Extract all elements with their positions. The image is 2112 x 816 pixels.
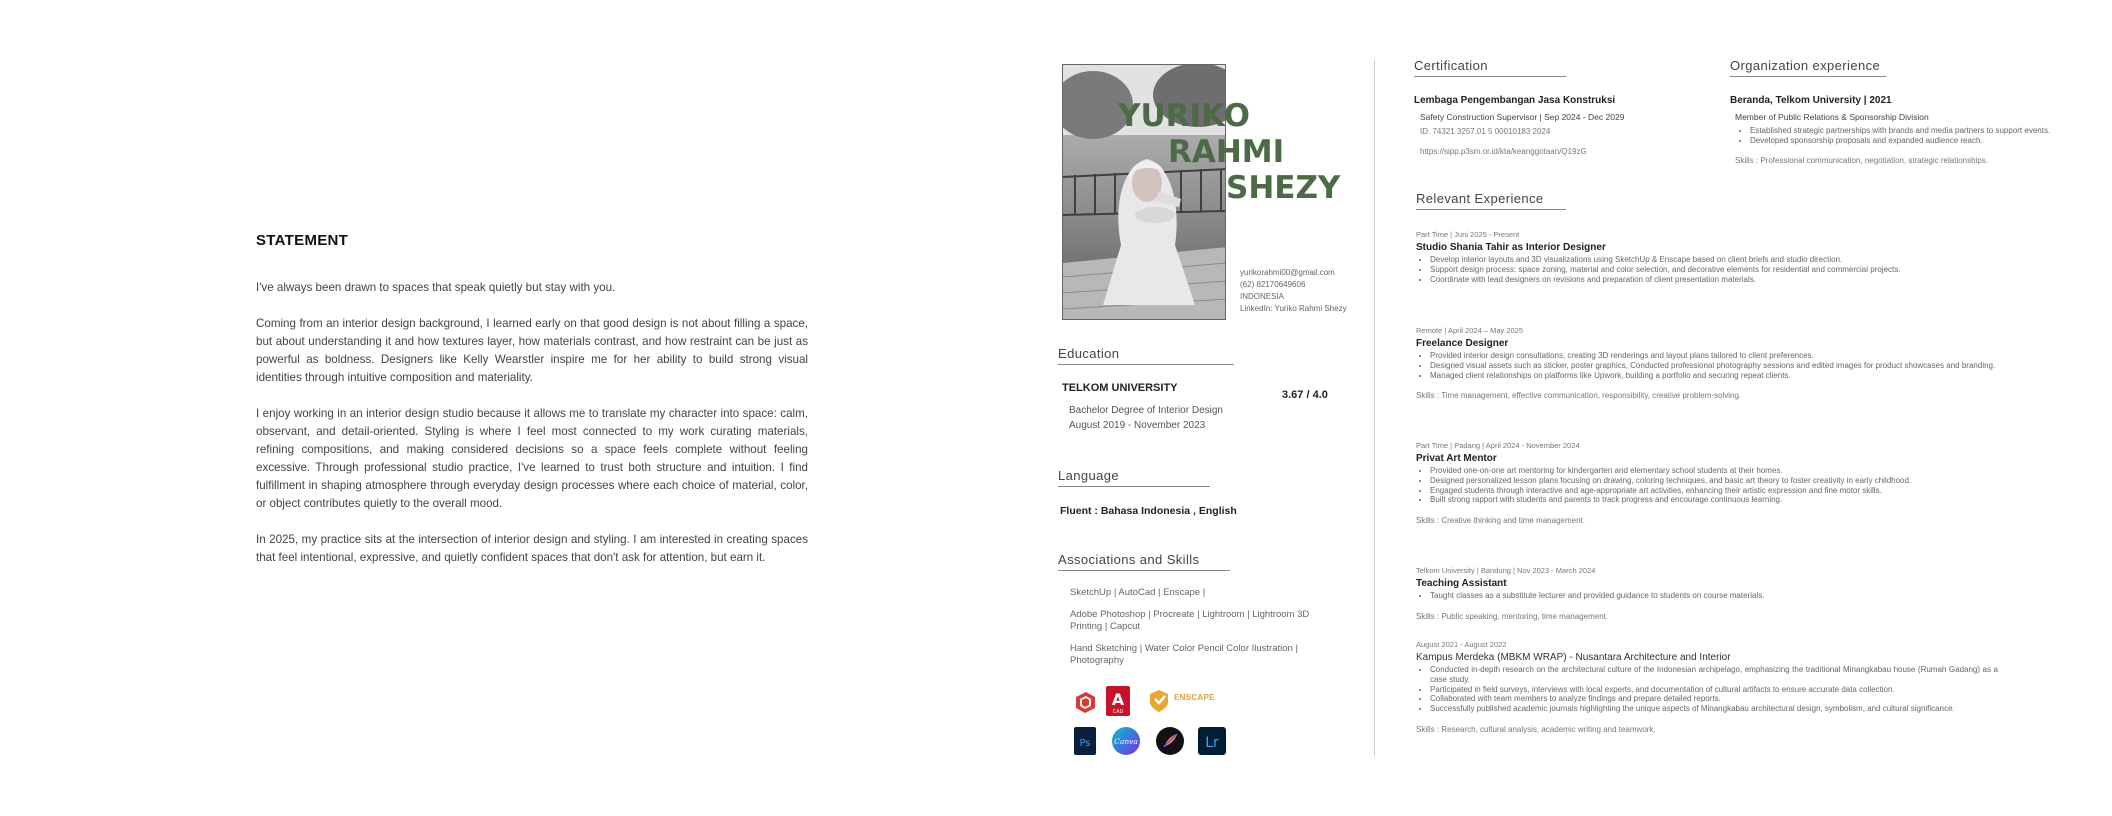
contact-country: INDONESIA (1240, 292, 1285, 301)
experience-skills: Skills : Creative thinking and time management. (1416, 516, 1585, 526)
list-item: • Built strong rapport with students and parents to track progress and encourage continuous learning. (1430, 495, 1998, 505)
lightroom-icon (1198, 727, 1226, 755)
list-item: • Support design process: space zoning, material and color selection, and decorative elements for residential and commercial projects. (1430, 265, 1998, 275)
experience-meta: Part Time | Juni 2025 - Present (1416, 230, 1520, 239)
column-divider (1374, 60, 1375, 756)
experience-bullets (1416, 351, 1998, 380)
experience-meta: August 2021 - August 2022 (1416, 640, 1507, 649)
list-item: • Managed client relationships on platforms like Upwork, building a portfolio and securing repeat clients. (1430, 371, 1998, 381)
experience-skills: Skills : Public speaking, mentoring, time management. (1416, 611, 1609, 621)
profile-name (1118, 98, 1340, 206)
experience-title: Freelance Designer (1416, 338, 1509, 349)
experience-title: Kampus Merdeka (MBKM WRAP) - Nusantara Architecture and Interior (1416, 652, 1731, 663)
statement-paragraph: I've always been drawn to spaces that speak quietly but stay with you. (256, 281, 616, 294)
name-line: YURIKO (1118, 98, 1251, 134)
certification-id: ID. 74321 3257.01 5 00010183 2024 (1420, 127, 1551, 136)
list-item: • Engaged students through interactive and age-appropriate art activities, enhancing their artistic expression and fine motor skills. (1430, 486, 1998, 496)
experience-title: Studio Shania Tahir as Interior Designer (1416, 242, 1606, 253)
list-item: • Developed sponsorship proposals and expanded audience reach. (1750, 136, 2050, 146)
experience-skills: Skills : Research, cultural analysis, academic writing and teamwork. (1416, 724, 1656, 734)
list-item: • Provided one-on-one art mentoring for kindergarten and elementary school students at their homes. (1430, 466, 1998, 476)
experience-meta: Remote | April 2024 – May 2025 (1416, 326, 1524, 335)
experience-bullets (1416, 466, 1998, 505)
enscape-label: ENSCAPE (1174, 693, 1215, 702)
experience-entry (1416, 441, 1998, 525)
autocad-glyph: A (1111, 690, 1125, 709)
skills-item: Adobe Photoshop | Procreate | Lightroom | Lightroom 3D Printing | Capcut (1070, 609, 1310, 632)
photoshop-icon (1074, 727, 1096, 755)
experience-bullets (1416, 591, 1998, 601)
language-value: Fluent : Bahasa Indonesia , English (1060, 505, 1237, 517)
organization-bullets (1750, 126, 2050, 146)
statement-paragraph: In 2025, my practice sits at the intersection of interior design and styling. I am interested in creating spaces that feel intentional, expressive, and quietly confident spaces that don't ask for attention, but earn it. (256, 533, 808, 564)
list-item: • Provided interior design consultations, creating 3D renderings and layout plans tailored to client preferences. (1430, 351, 1998, 361)
photoshop-glyph: Ps (1079, 738, 1091, 749)
experience-entry (1416, 326, 1998, 400)
experience-entry (1416, 640, 1998, 734)
canva-glyph: Canva (1114, 737, 1138, 746)
education-heading: Education (1058, 346, 1234, 365)
list-item: • Develop interior layouts and 3D visualizations using SketchUp & Enscape based on client briefs and studio direction. (1430, 255, 1998, 265)
experience-title: Teaching Assistant (1416, 578, 1507, 589)
skills-item: Hand Sketching | Water Color Pencil Color Ilustration | Photography (1070, 643, 1298, 666)
experience-bullets (1416, 255, 1998, 284)
experience-skills: Skills : Time management, effective communication, responsibility, creative problem-solving. (1416, 391, 1742, 401)
experience-entry (1416, 230, 1998, 284)
statement-heading: STATEMENT (256, 232, 349, 249)
certification-link[interactable]: https://sipp.p3sm.or.id/kta/keanggotaan/Q19zG (1420, 147, 1587, 156)
list-item: • Designed personalized lesson plans focusing on drawing, coloring techniques, and basic art theory to foster creativity in early childhood. (1430, 476, 1998, 486)
certification-heading: Certification (1414, 58, 1566, 77)
experience-entry (1416, 566, 1998, 621)
list-item: • Taught classes as a substitute lecturer and provided guidance to students on course materials. (1430, 591, 1998, 601)
experience-heading: Relevant Experience (1416, 191, 1566, 210)
education-period: August 2019 - November 2023 (1069, 420, 1206, 431)
procreate-icon (1156, 727, 1184, 755)
contact-phone: (62) 82170649606 (1240, 280, 1306, 289)
associations-heading: Associations and Skills (1058, 552, 1230, 571)
list-item: • Established strategic partnerships with brands and media partners to support events. (1750, 126, 2050, 136)
organization-heading: Organization experience (1730, 58, 1886, 77)
statement-paragraph: I enjoy working in an interior design studio because it allows me to translate my character into space: calm, observant, and detail-oriented. Styling is where I feel most connected to my work curating materials, refining compositions, and making considered decisions so a space feels complete without feeling excessive. Through professional studio practice, I've learned to trust both structure and intuition. I find fulfillment in shaping atmosphere through everyday design processes where each choice of material, color, or object contributes quietly to the overall mood. (256, 407, 808, 510)
education-university: TELKOM UNIVERSITY (1062, 382, 1178, 394)
education-degree: Bachelor Degree of Interior Design (1069, 405, 1223, 416)
experience-meta: Telkom University | Bandung | Nov 2023 - March 2024 (1416, 566, 1596, 575)
list-item: • Collaborated with team members to analyze findings and prepare detailed reports. (1430, 694, 1998, 704)
list-item: • Designed visual assets such as sticker, poster graphics, Conducted professional photography sessions and edited images for product showcases and branding. (1430, 361, 1998, 371)
skills-item: SketchUp | AutoCad | Enscape | (1070, 587, 1206, 598)
language-heading: Language (1058, 468, 1210, 487)
education-gpa: 3.67 / 4.0 (1282, 389, 1328, 401)
list-item: • Participated in field surveys, interviews with local experts, and documentation of cultural artifacts to ensure accurate data collection. (1430, 685, 1998, 695)
enscape-icon (1146, 688, 1172, 714)
statement-paragraph: Coming from an interior design background, I learned early on that good design is not about filling a space, but about understanding it and how textures layer, how materials contrast, and how restraint can be just as powerful as boldness. Designers like Kelly Wearstler inspire me for her ability to build strong visual identities through intuitive composition and materiality. (256, 317, 808, 384)
contact-linkedin[interactable]: LinkedIn: Yuriko Rahmi Shezy (1240, 304, 1347, 313)
experience-meta: Part Time | Padang | April 2024 - November 2024 (1416, 441, 1580, 450)
certification-role: Safety Construction Supervisor | Sep 2024 - Dec 2029 (1420, 112, 1625, 122)
skills-list (1070, 587, 1340, 677)
sketchup-icon (1072, 689, 1098, 715)
list-item: • Conducted in-depth research on the architectural culture of the Indonesian archipelago, emphasizing the traditional Minangkabau house (Rumah Gadang) as a case study. (1430, 665, 1998, 685)
certification-org: Lembaga Pengembangan Jasa Konstruksi (1414, 95, 1616, 106)
name-line: RAHMI (1168, 134, 1285, 170)
contact-block (1240, 267, 1347, 315)
list-item: • Coordinate with lead designers on revisions and preparation of client presentation materials. (1430, 275, 1998, 285)
name-line: SHEZY (1226, 170, 1341, 206)
canva-icon (1112, 727, 1140, 755)
experience-title: Privat Art Mentor (1416, 453, 1497, 464)
list-item: • Successfully published academic journals highlighting the unique aspects of Minangkabau architectural design, symbolism, and cultural significance. (1430, 704, 1998, 714)
autocad-icon (1106, 686, 1130, 716)
organization-name: Beranda, Telkom University | 2021 (1730, 95, 1892, 106)
organization-skills: Skills : Professional communication, negotiation, strategic relationships. (1735, 156, 1989, 165)
statement-section (256, 232, 808, 585)
contact-email[interactable]: yurikorahmi00@gmail.com (1240, 268, 1335, 277)
education-details (1069, 403, 1223, 433)
experience-bullets (1416, 665, 1998, 714)
autocad-sub: CAD (1112, 709, 1124, 715)
organization-role: Member of Public Relations & Sponsorship Division (1735, 112, 1929, 122)
lightroom-glyph: Lr (1205, 735, 1219, 751)
